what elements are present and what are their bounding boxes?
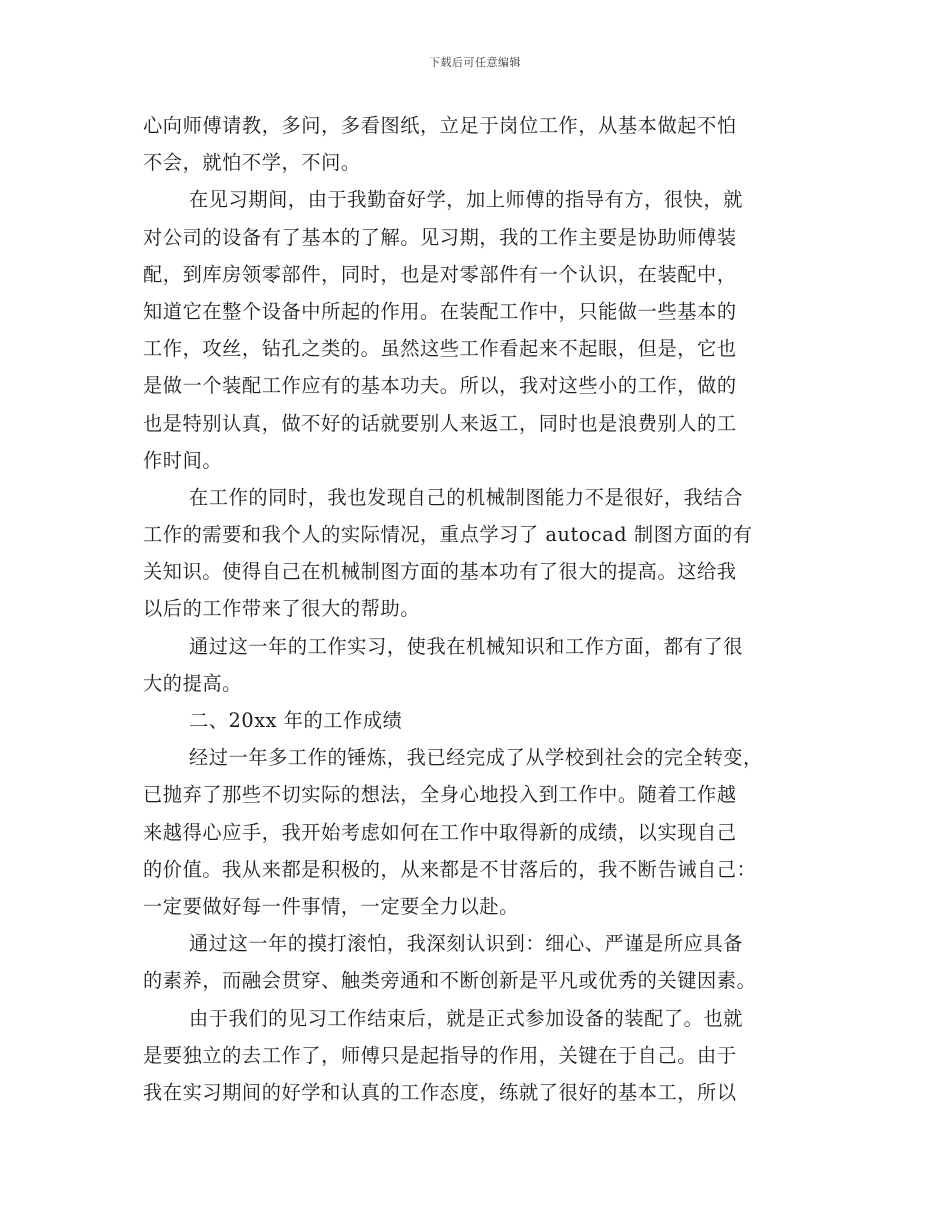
text-line: 的价值。我从来都是积极的，从来都是不甘落后的，我不断告诫自己： [143, 857, 757, 881]
text-line: 的素养，而融会贯穿、触类旁通和不断创新是平凡或优秀的关键因素。 [143, 969, 757, 993]
text-line: 心向师傅请教，多问，多看图纸，立足于岗位工作，从基本做起不怕 [143, 114, 737, 137]
text-line: 已抛弃了那些不切实际的想法，全身心地投入到工作中。随着工作越 [143, 783, 737, 807]
text-line: 来越得心应手，我开始考虑如何在工作中取得新的成绩，以实现自己 [143, 820, 737, 844]
text-line: 以后的工作带来了很大的帮助。 [143, 597, 421, 621]
text-line: 是要独立的去工作了，师傅只是起指导的作用，关键在于自己。由于 [143, 1043, 737, 1067]
text-line: 也是特别认真，做不好的话就要别人来返工，同时也是浪费别人的工 [143, 411, 737, 435]
text-line: 通过这一年的摸打滚怕，我深刻认识到：细心、严谨是所应具备 [189, 932, 744, 956]
text-line: 配，到库房领零部件，同时，也是对零部件有一个认识，在装配中， [143, 262, 737, 286]
text-line: 知道它在整个设备中所起的作用。在装配工作中，只能做一些基本的 [143, 299, 737, 323]
page-header: 下载后可任意编辑 [429, 56, 521, 69]
text-line: 不会，就怕不学，不问。 [143, 151, 361, 175]
text-line: 经过一年多工作的锤炼，我已经完成了从学校到社会的完全转变， [189, 746, 763, 770]
text-line: 通过这一年的工作实习，使我在机械知识和工作方面，都有了很 [189, 634, 744, 658]
text-line: 在见习期间，由于我勤奋好学，加上师傅的指导有方，很快，就 [189, 188, 744, 212]
document-body [143, 107, 808, 1111]
text-line: 关知识。使得自己在机械制图方面的基本功有了很大的提高。这给我 [143, 560, 737, 584]
text-line: 工作的需要和我个人的实际情况，重点学习了 autocad 制图方面的有 [143, 523, 753, 547]
text-line: 由于我们的见习工作结束后，就是正式参加设备的装配了。也就 [189, 1006, 744, 1030]
text-line: 我在实习期间的好学和认真的工作态度，练就了很好的基本工，所以 [143, 1080, 737, 1104]
text-line: 作时间。 [143, 448, 223, 472]
text-line: 在工作的同时，我也发现自己的机械制图能力不是很好，我结合 [189, 485, 744, 509]
section-heading: 二、20xx 年的工作成绩 [189, 709, 403, 732]
text-line: 是做一个装配工作应有的基本功夫。所以，我对这些小的工作，做的 [143, 374, 737, 398]
text-line: 工作，攻丝，钻孔之类的。虽然这些工作看起来不起眼，但是，它也 [143, 337, 737, 361]
text-line: 对公司的设备有了基本的了解。见习期，我的工作主要是协助师傅装 [143, 225, 737, 249]
text-line: 大的提高。 [143, 671, 242, 695]
text-line: 一定要做好每一件事情，一定要全力以赴。 [143, 894, 519, 918]
